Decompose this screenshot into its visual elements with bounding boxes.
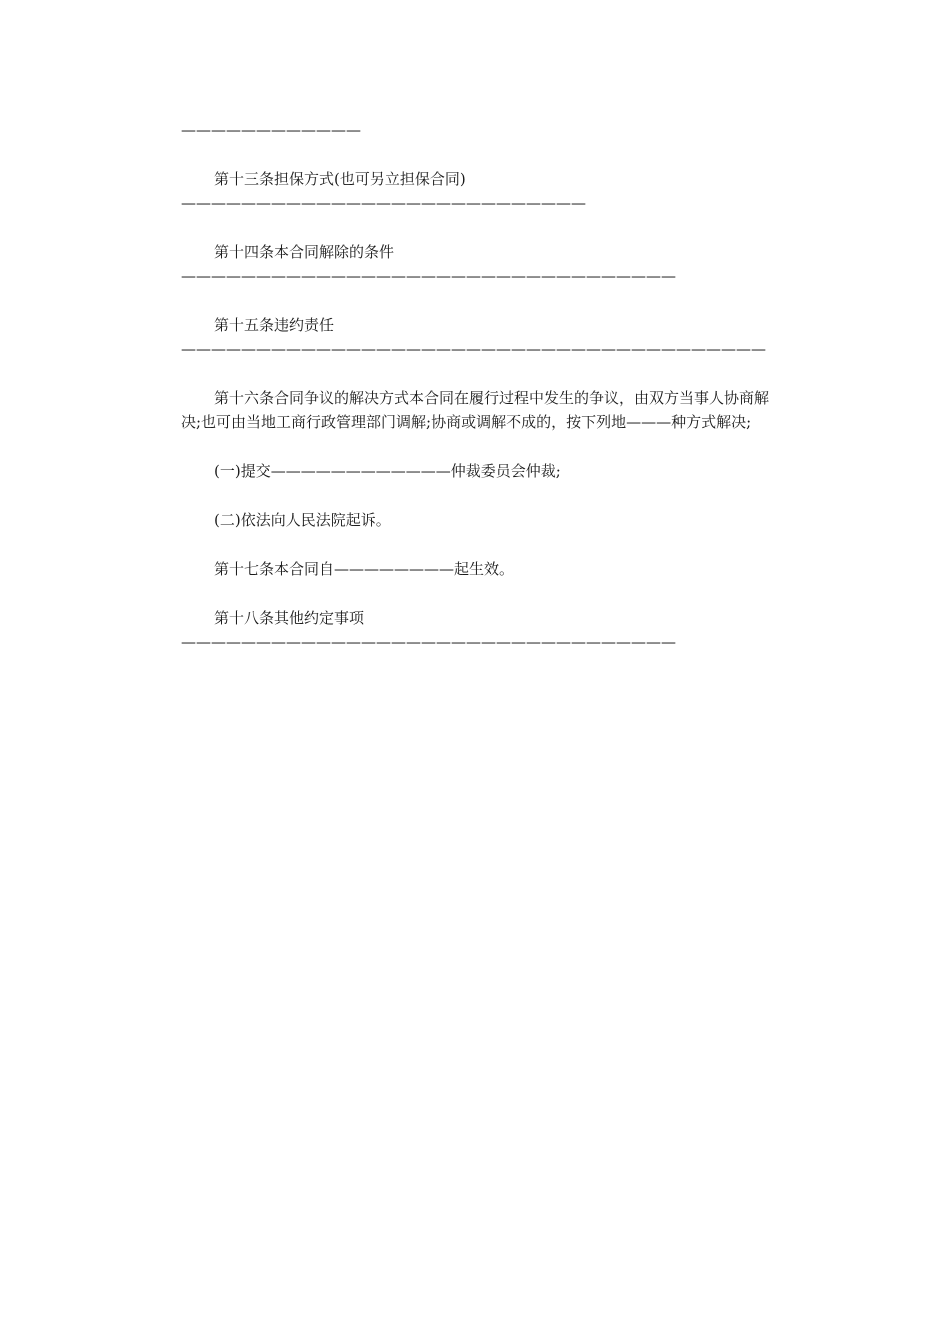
article-13-guarantee: 第十三条担保方式(也可另立担保合同)——————————————————————————— bbox=[181, 170, 586, 212]
article-18-other: 第十八条其他约定事项————————————————————————————————— bbox=[181, 609, 676, 651]
blank-fill-line: ———————————— bbox=[181, 121, 361, 139]
article-16-option-1: (一)提交————————————仲裁委员会仲裁; bbox=[214, 462, 561, 480]
article-16-dispute: 第十六条合同争议的解决方式本合同在履行过程中发生的争议，由双方当事人协商解决;也可由当地工商行政管理部门调解;协商或调解不成的，按下列地———种方式解决; bbox=[181, 389, 770, 431]
article-15-liability: 第十五条违约责任——————————————————————————————————————— bbox=[181, 316, 766, 358]
article-14-termination: 第十四条本合同解除的条件————————————————————————————————— bbox=[181, 243, 676, 285]
article-17-effective: 第十七条本合同自————————起生效。 bbox=[214, 560, 515, 578]
document-body bbox=[181, 118, 773, 679]
article-16-option-2: (二)依法向人民法院起诉。 bbox=[214, 511, 391, 529]
